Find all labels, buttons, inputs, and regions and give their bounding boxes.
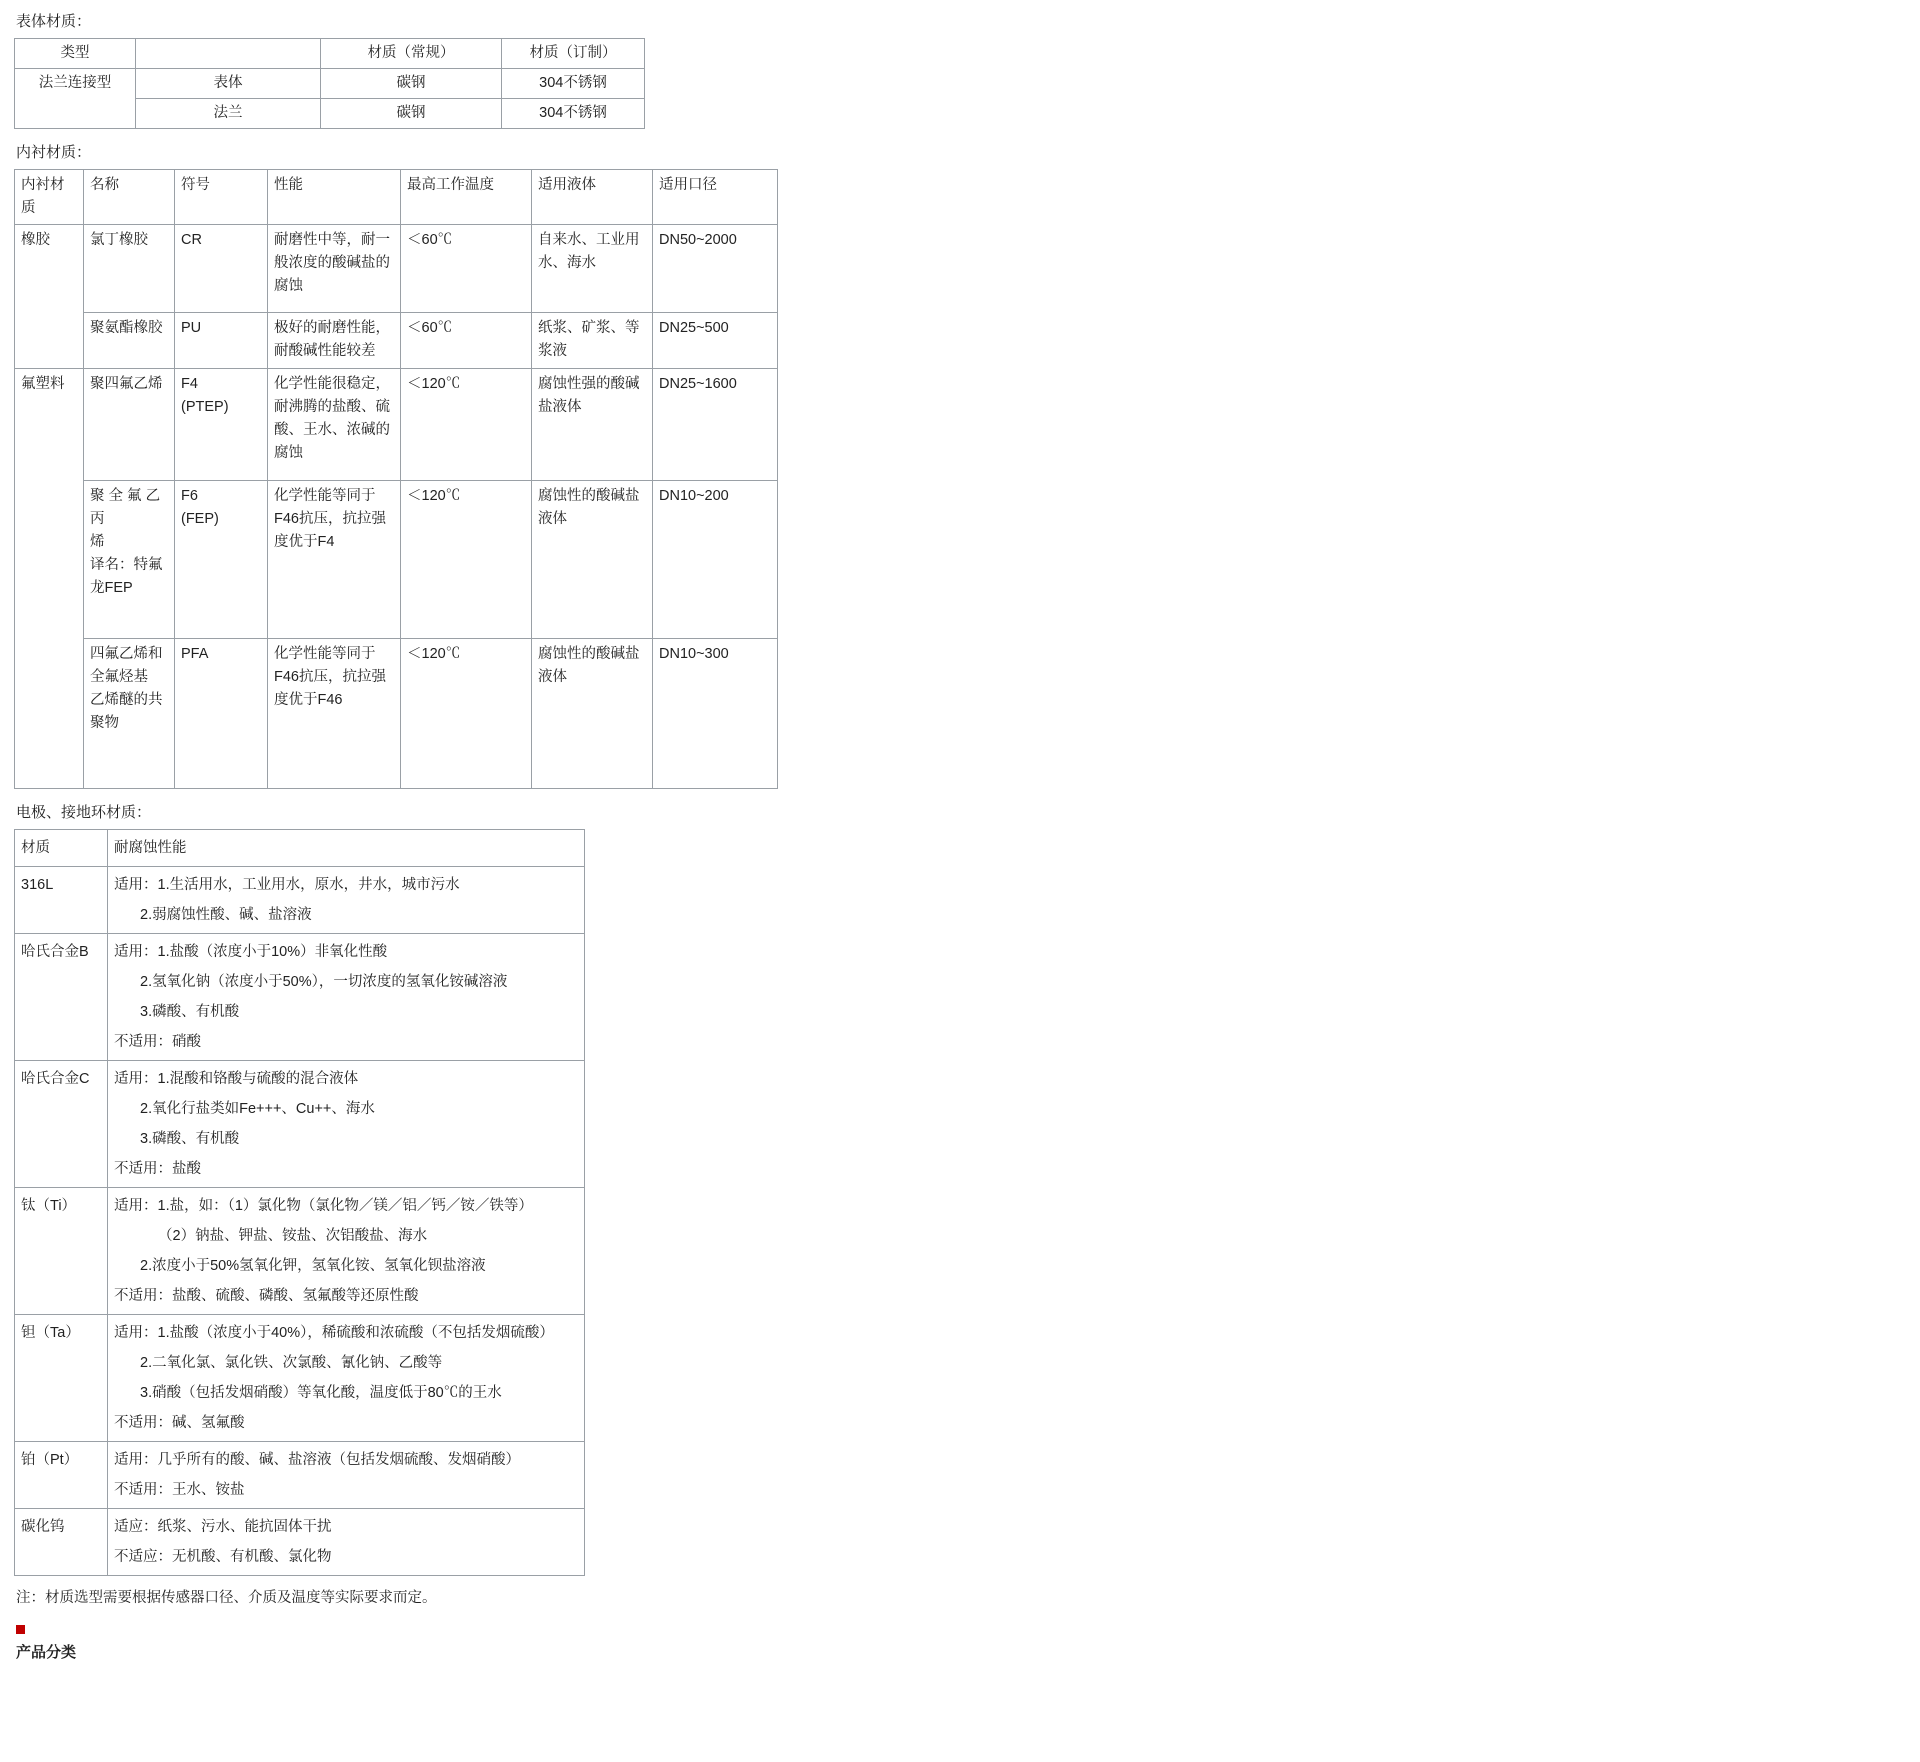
- symbol-line-1: PFA: [181, 646, 209, 662]
- resistance-line: 不适用：盐酸: [114, 1161, 201, 1177]
- table-row: [15, 225, 778, 313]
- cell-resistance: [108, 1188, 585, 1315]
- cell-liquid: 腐蚀性的酸碱盐液体: [532, 481, 653, 639]
- resistance-line: 适用：1.盐，如：（1）氯化物（氯化物／镁／铝／钙／铵／铁等）: [114, 1198, 533, 1214]
- cell-symbol: [175, 639, 268, 789]
- table-row: [15, 830, 585, 867]
- electrode-material-title: 电极、接地环材质：: [16, 804, 152, 821]
- name-line-4: 龙FEP: [90, 580, 133, 596]
- table-row: [15, 369, 778, 481]
- symbol-line-2: (PTEP): [181, 399, 229, 415]
- name-line-2: 烯: [90, 534, 105, 550]
- cell-diameter: DN50~2000: [653, 225, 778, 313]
- cell-material: 钽（Ta）: [15, 1315, 108, 1442]
- cell-material: 316L: [15, 867, 108, 934]
- table-row: [15, 39, 645, 69]
- header-diameter: 适用口径: [653, 170, 778, 225]
- cell-name: 聚四氟乙烯: [84, 369, 175, 481]
- table-row: [15, 1061, 585, 1188]
- cell-performance: 耐磨性中等，耐一般浓度的酸碱盐的腐蚀: [268, 225, 401, 313]
- cell-standard: 碳钢: [321, 69, 502, 99]
- cell-liquid: 腐蚀性强的酸碱盐液体: [532, 369, 653, 481]
- cell-symbol: PU: [175, 313, 268, 369]
- header-custom-material: 材质（订制）: [502, 39, 645, 69]
- table-row: [15, 481, 778, 639]
- resistance-line: 适用：1.盐酸（浓度小于10%）非氧化性酸: [114, 944, 388, 960]
- cell-diameter: DN25~1600: [653, 369, 778, 481]
- header-type: 类型: [15, 39, 136, 69]
- cell-liquid: 腐蚀性的酸碱盐液体: [532, 639, 653, 789]
- cell-performance: 化学性能很稳定，耐沸腾的盐酸、硫酸、王水、浓碱的腐蚀: [268, 369, 401, 481]
- cell-temp: ＜120℃: [401, 481, 532, 639]
- cell-performance: 化学性能等同于F46抗压，抗拉强度优于F46: [268, 639, 401, 789]
- resistance-line: （2）钠盐、钾盐、铵盐、次铝酸盐、海水: [158, 1228, 428, 1244]
- cell-name: [84, 481, 175, 639]
- cell-performance: 极好的耐磨性能，耐酸碱性能较差: [268, 313, 401, 369]
- resistance-line: 3.磷酸、有机酸: [140, 1004, 240, 1020]
- cell-resistance: [108, 1509, 585, 1576]
- table-row: [15, 313, 778, 369]
- table-row: [15, 1188, 585, 1315]
- header-liquid: 适用液体: [532, 170, 653, 225]
- header-name: 名称: [84, 170, 175, 225]
- resistance-line: 不适用：盐酸、硫酸、磷酸、氢氟酸等还原性酸: [114, 1288, 419, 1304]
- table-row: [15, 1509, 585, 1576]
- cell-diameter: DN10~200: [653, 481, 778, 639]
- resistance-line: 不适用：王水、铵盐: [114, 1482, 245, 1498]
- cell-symbol: CR: [175, 225, 268, 313]
- cell-custom: 304不锈钢: [502, 99, 645, 129]
- cell-part: 表体: [136, 69, 321, 99]
- cell-symbol: [175, 481, 268, 639]
- cell-material: 哈氏合金C: [15, 1061, 108, 1188]
- resistance-line: 2.氢氧化钠（浓度小于50%），一切浓度的氢氧化铵碱溶液: [140, 974, 508, 990]
- body-material-title: 表体材质：: [16, 13, 92, 30]
- name-line-3: 译名：特氟: [90, 557, 163, 573]
- table-row: [15, 1315, 585, 1442]
- resistance-line: 2.弱腐蚀性酸、碱、盐溶液: [140, 907, 312, 923]
- resistance-line: 不适用：碱、氢氟酸: [114, 1415, 245, 1431]
- symbol-line-2: (FEP): [181, 511, 219, 527]
- cell-material: 碳化钨: [15, 1509, 108, 1576]
- cell-standard: 碳钢: [321, 99, 502, 129]
- red-square-icon: [16, 1625, 25, 1634]
- cell-symbol: [175, 369, 268, 481]
- resistance-line: 不适用：硝酸: [114, 1034, 201, 1050]
- header-performance: 性能: [268, 170, 401, 225]
- cell-name: 聚氨酯橡胶: [84, 313, 175, 369]
- name-line-3: 乙烯醚的共: [90, 692, 163, 708]
- cell-liquid: 纸浆、矿浆、等浆液: [532, 313, 653, 369]
- symbol-line-1: F4: [181, 376, 198, 392]
- name-line-4: 聚物: [90, 715, 119, 731]
- cell-name: 氯丁橡胶: [84, 225, 175, 313]
- resistance-line: 适用：1.盐酸（浓度小于40%），稀硫酸和浓硫酸（不包括发烟硫酸）: [114, 1325, 554, 1341]
- resistance-line: 适用：1.生活用水，工业用水，原水，井水，城市污水: [114, 877, 460, 893]
- table-row: [15, 170, 778, 225]
- resistance-line: 2.二氧化氯、氯化铁、次氯酸、氰化钠、乙酸等: [140, 1355, 443, 1371]
- cell-resistance: [108, 1315, 585, 1442]
- cell-diameter: DN25~500: [653, 313, 778, 369]
- group-rubber: 橡胶: [15, 225, 84, 369]
- cell-temp: ＜120℃: [401, 639, 532, 789]
- resistance-line: 3.磷酸、有机酸: [140, 1131, 240, 1147]
- lining-material-title: 内衬材质：: [16, 144, 92, 161]
- cell-resistance: [108, 867, 585, 934]
- resistance-line: 2.氧化行盐类如Fe+++、Cu++、海水: [140, 1101, 375, 1117]
- cell-name: [84, 639, 175, 789]
- header-material: 材质: [15, 830, 108, 867]
- electrode-material-table: [14, 829, 585, 1576]
- resistance-line: 适用：1.混酸和铬酸与硫酸的混合液体: [114, 1071, 359, 1087]
- cell-temp: ＜60℃: [401, 225, 532, 313]
- product-category-block: [14, 1621, 1920, 1662]
- cell-diameter: DN10~300: [653, 639, 778, 789]
- table-row: [15, 934, 585, 1061]
- resistance-line: 3.硝酸（包括发烟硝酸）等氧化酸，温度低于80℃的王水: [140, 1385, 502, 1401]
- cell-performance: 化学性能等同于F46抗压，抗拉强度优于F4: [268, 481, 401, 639]
- header-lining-material: 内衬材质: [15, 170, 84, 225]
- body-material-table: [14, 38, 645, 129]
- header-corrosion-resistance: 耐腐蚀性能: [108, 830, 585, 867]
- cell-liquid: 自来水、工业用水、海水: [532, 225, 653, 313]
- group-fluoroplastic: 氟塑料: [15, 369, 84, 789]
- name-line-1: 四氟乙烯和: [90, 646, 163, 662]
- header-blank: [136, 39, 321, 69]
- table-row: [15, 639, 778, 789]
- name-line-1: 聚 全 氟 乙 丙: [90, 488, 161, 527]
- cell-material: 钛（Ti）: [15, 1188, 108, 1315]
- table-row: [15, 69, 645, 99]
- table-row: [15, 867, 585, 934]
- resistance-line: 不适应：无机酸、有机酸、氯化物: [114, 1549, 332, 1565]
- resistance-line: 2.浓度小于50%氢氧化钾，氢氧化铵、氢氧化钡盐溶液: [140, 1258, 486, 1274]
- header-symbol: 符号: [175, 170, 268, 225]
- cell-temp: ＜120℃: [401, 369, 532, 481]
- cell-resistance: [108, 1061, 585, 1188]
- cell-material: 铂（Pt）: [15, 1442, 108, 1509]
- resistance-line: 适用：几乎所有的酸、碱、盐溶液（包括发烟硫酸、发烟硝酸）: [114, 1452, 520, 1468]
- resistance-line: 适应：纸浆、污水、能抗固体干扰: [114, 1519, 332, 1535]
- header-standard-material: 材质（常规）: [321, 39, 502, 69]
- cell-material: 哈氏合金B: [15, 934, 108, 1061]
- row-label-flange-type: 法兰连接型: [15, 69, 136, 129]
- product-category-title: 产品分类: [16, 1644, 77, 1661]
- cell-resistance: [108, 934, 585, 1061]
- selection-note: 注：材质选型需要根据传感器口径、介质及温度等实际要求而定。: [16, 1590, 437, 1606]
- cell-resistance: [108, 1442, 585, 1509]
- cell-part: 法兰: [136, 99, 321, 129]
- name-line-2: 全氟烃基: [90, 669, 148, 685]
- table-row: [15, 1442, 585, 1509]
- cell-temp: ＜60℃: [401, 313, 532, 369]
- cell-custom: 304不锈钢: [502, 69, 645, 99]
- header-max-temp: 最高工作温度: [401, 170, 532, 225]
- lining-material-table: [14, 169, 778, 789]
- symbol-line-1: F6: [181, 488, 198, 504]
